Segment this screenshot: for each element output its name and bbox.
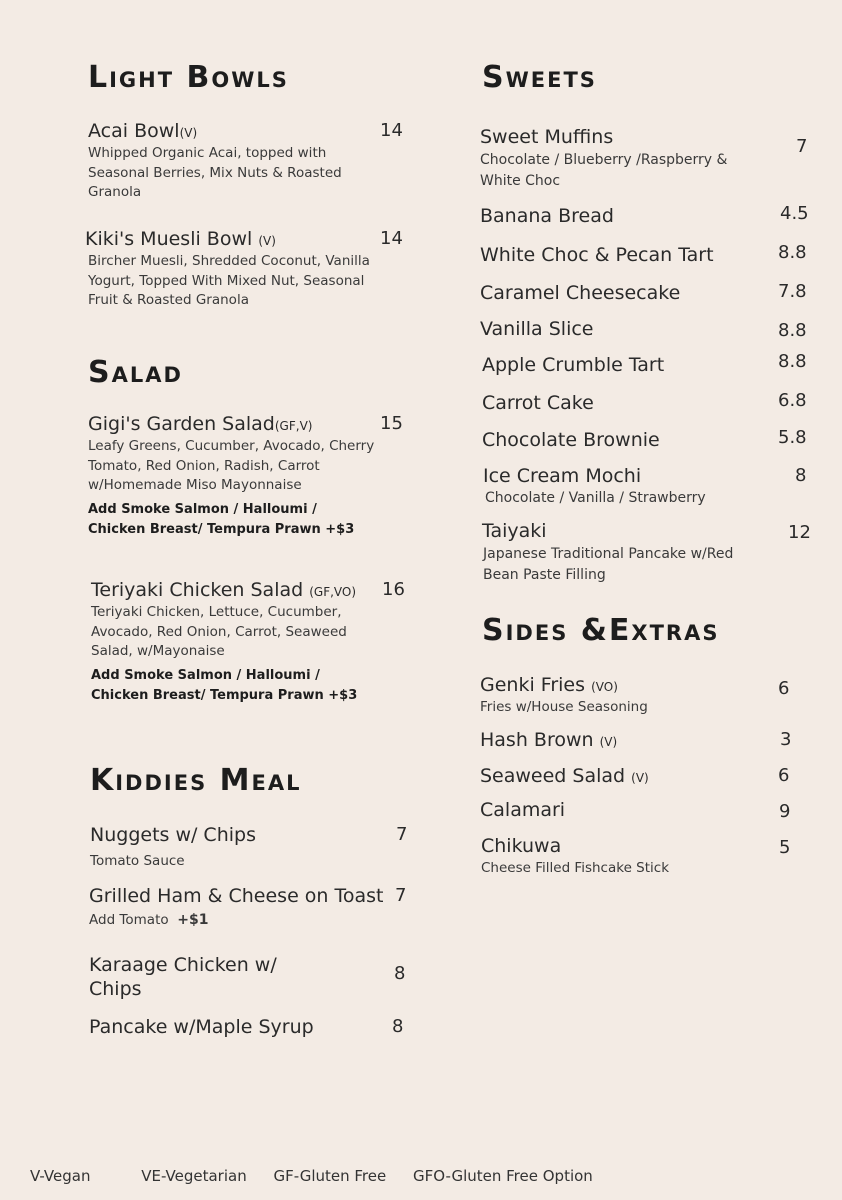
item-tag: (V): [258, 234, 276, 248]
item-name: Seaweed Salad: [480, 765, 626, 787]
item-name: Teriyaki Chicken Salad: [91, 579, 304, 601]
item-price: 8.8: [778, 351, 807, 372]
item-name: Ice Cream Mochi: [483, 465, 642, 487]
menu-item-nuggets: [90, 824, 420, 872]
item-price: 9: [779, 801, 791, 822]
item-name: Calamari: [480, 799, 566, 821]
item-price: 14: [380, 120, 403, 141]
menu-item-genki-fries: [480, 674, 810, 718]
menu-item-teriyaki-salad: [91, 579, 421, 706]
item-tag: (V): [179, 126, 198, 140]
menu-item-taiyaki: [482, 520, 812, 586]
item-price: 14: [380, 228, 403, 249]
menu-item-caramel-cheesecake: [480, 282, 810, 304]
legend-vegetarian: VE-Vegetarian: [141, 1167, 247, 1185]
menu-item-chikuwa: [481, 835, 811, 879]
menu-item-apple-crumble: [482, 351, 812, 376]
section-title-light-bowls: Light Bowls: [88, 60, 289, 95]
item-description: Japanese Traditional Pancake w/Red Bean Paste Filling: [483, 546, 734, 583]
item-price: 8: [795, 465, 807, 486]
item-description: Cheese Filled Fishcake Stick: [481, 860, 670, 876]
item-description: Add Tomato: [89, 912, 169, 928]
item-extra-price: +$1: [177, 912, 209, 928]
item-name: Grilled Ham & Cheese on Toast: [89, 885, 384, 907]
item-price: 16: [382, 579, 405, 600]
item-price: 4.5: [780, 203, 809, 224]
menu-item-garden-salad: [88, 413, 418, 540]
item-name: Pancake w/Maple Syrup: [89, 1016, 314, 1038]
menu-item-grilled-ham-cheese: [89, 885, 419, 931]
item-price: 7: [396, 824, 408, 845]
item-name: Gigi's Garden Salad: [88, 413, 275, 435]
item-name: Apple Crumble Tart: [482, 354, 665, 376]
legend-gluten-free: GF-Gluten Free: [273, 1167, 387, 1185]
item-name: Genki Fries: [480, 674, 586, 696]
menu-item-seaweed-salad: [480, 765, 810, 787]
item-description: Chocolate / Vanilla / Strawberry: [485, 490, 706, 506]
legend-gluten-free-option: GFO-Gluten Free Option: [413, 1167, 593, 1185]
item-name: Caramel Cheesecake: [480, 282, 681, 304]
item-tag: (VO): [591, 680, 618, 694]
menu-item-chocolate-brownie: [482, 429, 812, 451]
item-price: 6: [778, 765, 790, 786]
item-price: 8: [392, 1016, 404, 1037]
menu-item-banana-bread: [480, 205, 810, 227]
item-name: Hash Brown: [480, 729, 594, 751]
item-name: Karaage Chicken w/ Chips: [89, 954, 277, 1000]
item-description: Leafy Greens, Cucumber, Avocado, Cherry Tomato, Red Onion, Radish, Carrot w/Homemade Miso Mayonnaise: [88, 438, 375, 493]
item-tag: (V): [599, 735, 618, 749]
dietary-legend: [30, 1167, 615, 1185]
section-title-sides-extras: Sides &Extras: [482, 613, 720, 648]
item-name: Carrot Cake: [482, 392, 594, 414]
item-tag: (GF,VO): [309, 585, 357, 599]
menu-item-calamari: [480, 799, 810, 821]
item-price: 8.8: [778, 320, 807, 341]
item-price: 6: [778, 678, 790, 699]
item-name: Nuggets w/ Chips: [90, 824, 256, 846]
menu-item-carrot-cake: [482, 392, 812, 414]
menu-item-muesli-bowl: [85, 228, 415, 311]
item-price: 3: [780, 729, 792, 750]
menu-item-hash-brown: [480, 729, 810, 751]
section-title-kiddies-meal: Kiddies Meal: [90, 763, 302, 798]
item-description: Bircher Muesli, Shredded Coconut, Vanilla Yogurt, Topped With Mixed Nut, Seasonal Fruit & Roasted Granola: [88, 253, 370, 308]
item-price: 8: [394, 963, 406, 984]
menu-item-vanilla-slice: [480, 318, 810, 340]
item-name: Banana Bread: [480, 205, 614, 227]
menu-item-acai-bowl: [88, 120, 418, 203]
item-description: Whipped Organic Acai, topped with Seasonal Berries, Mix Nuts & Roasted Granola: [88, 145, 342, 200]
item-description: Fries w/House Seasoning: [480, 699, 648, 715]
item-price: 5.8: [778, 427, 807, 448]
item-tag: (V): [631, 771, 649, 785]
item-name: Chikuwa: [481, 835, 562, 857]
item-name: Chocolate Brownie: [482, 429, 660, 451]
menu-item-ice-cream-mochi: [483, 465, 813, 509]
item-description: Tomato Sauce: [90, 853, 185, 869]
item-price: 15: [380, 413, 403, 434]
menu-item-sweet-muffins: [480, 126, 810, 192]
item-price: 5: [779, 837, 791, 858]
item-description: Teriyaki Chicken, Lettuce, Cucumber, Avocado, Red Onion, Carrot, Seaweed Salad, w/Mayonaise: [91, 604, 347, 659]
item-price: 6.8: [778, 390, 807, 411]
section-title-salad: Salad: [88, 355, 183, 390]
menu-item-karaage-chicken: [89, 953, 419, 1001]
item-name: Kiki's Muesli Bowl: [85, 228, 253, 250]
item-addon: Add Smoke Salmon / Halloumi / Chicken Breast/ Tempura Prawn +$3: [88, 501, 355, 537]
item-price: 7.8: [778, 281, 807, 302]
menu-item-pancake: [89, 1016, 419, 1038]
legend-vegan: V-Vegan: [30, 1167, 91, 1185]
item-addon: Add Smoke Salmon / Halloumi / Chicken Breast/ Tempura Prawn +$3: [91, 667, 358, 703]
menu-item-white-choc-tart: [480, 244, 810, 266]
item-tag: (GF,V): [274, 419, 313, 433]
item-price: 12: [788, 522, 811, 543]
item-name: Acai Bowl: [88, 120, 180, 142]
item-price: 7: [395, 885, 407, 906]
section-title-sweets: Sweets: [482, 60, 597, 95]
item-name: Vanilla Slice: [480, 318, 594, 340]
item-name: Sweet Muffins: [480, 126, 614, 148]
item-price: 7: [796, 136, 808, 157]
item-name: White Choc & Pecan Tart: [480, 244, 714, 266]
item-description: Chocolate / Blueberry /Raspberry & White Choc: [480, 152, 728, 189]
item-price: 8.8: [778, 242, 807, 263]
item-name: Taiyaki: [482, 520, 547, 542]
